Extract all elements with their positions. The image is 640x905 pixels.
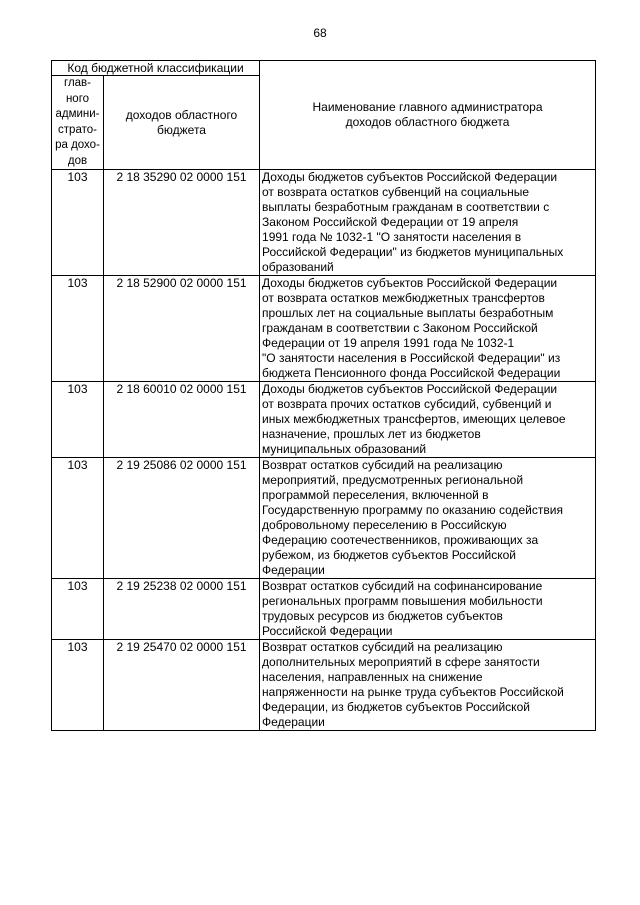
- cell-revenue-code: 2 18 35290 02 0000 151: [104, 170, 260, 276]
- cell-admin-code: 103: [52, 382, 104, 458]
- budget-classification-table: [51, 60, 596, 731]
- cell-revenue-code: 2 19 25238 02 0000 151: [104, 579, 260, 640]
- cell-revenue-code: 2 19 25470 02 0000 151: [104, 640, 260, 731]
- cell-revenue-code: 2 18 60010 02 0000 151: [104, 382, 260, 458]
- table-row: [52, 458, 596, 579]
- header-revenue-code: [104, 76, 260, 170]
- cell-admin-code: 103: [52, 579, 104, 640]
- cell-revenue-name-text: Возврат остатков субсидий на реализацию мероприятий, предусмотренных региональной программой переселения, включенной в Государственную программу по оказанию содействия добровольному переселению в Российскую Федерацию соотечественников, проживающих за рубежом, из бюджетов субъектов Российской Федерации: [262, 458, 563, 577]
- header-revenue-code-text: доходов областного бюджета: [125, 107, 238, 137]
- header-budget-classification-code: Код бюджетной классификации: [52, 61, 260, 76]
- table-row: [52, 276, 596, 382]
- cell-revenue-name: [260, 170, 596, 276]
- cell-revenue-name: [260, 458, 596, 579]
- header-chief-administrator: [52, 76, 104, 170]
- page-number: 68: [313, 26, 327, 40]
- cell-revenue-name: [260, 640, 596, 731]
- cell-revenue-name-text: Доходы бюджетов субъектов Российской Федерации от возврата остатков межбюджетных трансфертов прошлых лет на социальные выплаты безработным гражданам в соответствии с Законом Российской Федерации от 19 апреля 1991 года № 1032-1 "О занятости населения в Российской Федерации" из бюджета Пенсионного фонда Российской Федерации: [262, 276, 561, 380]
- cell-revenue-code: 2 18 52900 02 0000 151: [104, 276, 260, 382]
- cell-revenue-name-text: Доходы бюджетов субъектов Российской Федерации от возврата прочих остатков субсидий, субвенций и иных межбюджетных трансфертов, имеющих целевое назначение, прошлых лет из бюджетов муниципальных образований: [262, 382, 566, 456]
- table-row: [52, 640, 596, 731]
- header-administrator-name: [260, 61, 596, 170]
- table-row: [52, 382, 596, 458]
- table-row: [52, 579, 596, 640]
- table-header-row-group: [52, 61, 596, 76]
- cell-revenue-name-text: Возврат остатков субсидий на софинансирование региональных программ повышения мобильности трудовых ресурсов из бюджетов субъектов Российской Федерации: [262, 579, 543, 638]
- header-chief-administrator-text: глав- ного админи- страто- ра дохо- дов: [55, 77, 100, 167]
- cell-admin-code: 103: [52, 276, 104, 382]
- table-row: [52, 170, 596, 276]
- cell-admin-code: 103: [52, 640, 104, 731]
- cell-revenue-code: 2 19 25086 02 0000 151: [104, 458, 260, 579]
- cell-revenue-name: [260, 276, 596, 382]
- cell-admin-code: 103: [52, 170, 104, 276]
- header-administrator-name-text: Наименование главного администратора доходов областного бюджета: [312, 100, 543, 129]
- cell-revenue-name-text: Доходы бюджетов субъектов Российской Федерации от возврата остатков субвенций на социальные выплаты безработным гражданам в соответствии с Законом Российской Федерации от 19 апреля 1991 года № 1032-1 "О занятости населения в Российской Федерации" из бюджетов муниципальных образований: [262, 170, 564, 274]
- cell-admin-code: 103: [52, 458, 104, 579]
- cell-revenue-name: [260, 382, 596, 458]
- cell-revenue-name-text: Возврат остатков субсидий на реализацию дополнительных мероприятий в сфере занятости населения, направленных на снижение напряженности на рынке труда субъектов Российской Федерации, из бюджетов субъектов Российской Федерации: [262, 640, 564, 729]
- cell-revenue-name: [260, 579, 596, 640]
